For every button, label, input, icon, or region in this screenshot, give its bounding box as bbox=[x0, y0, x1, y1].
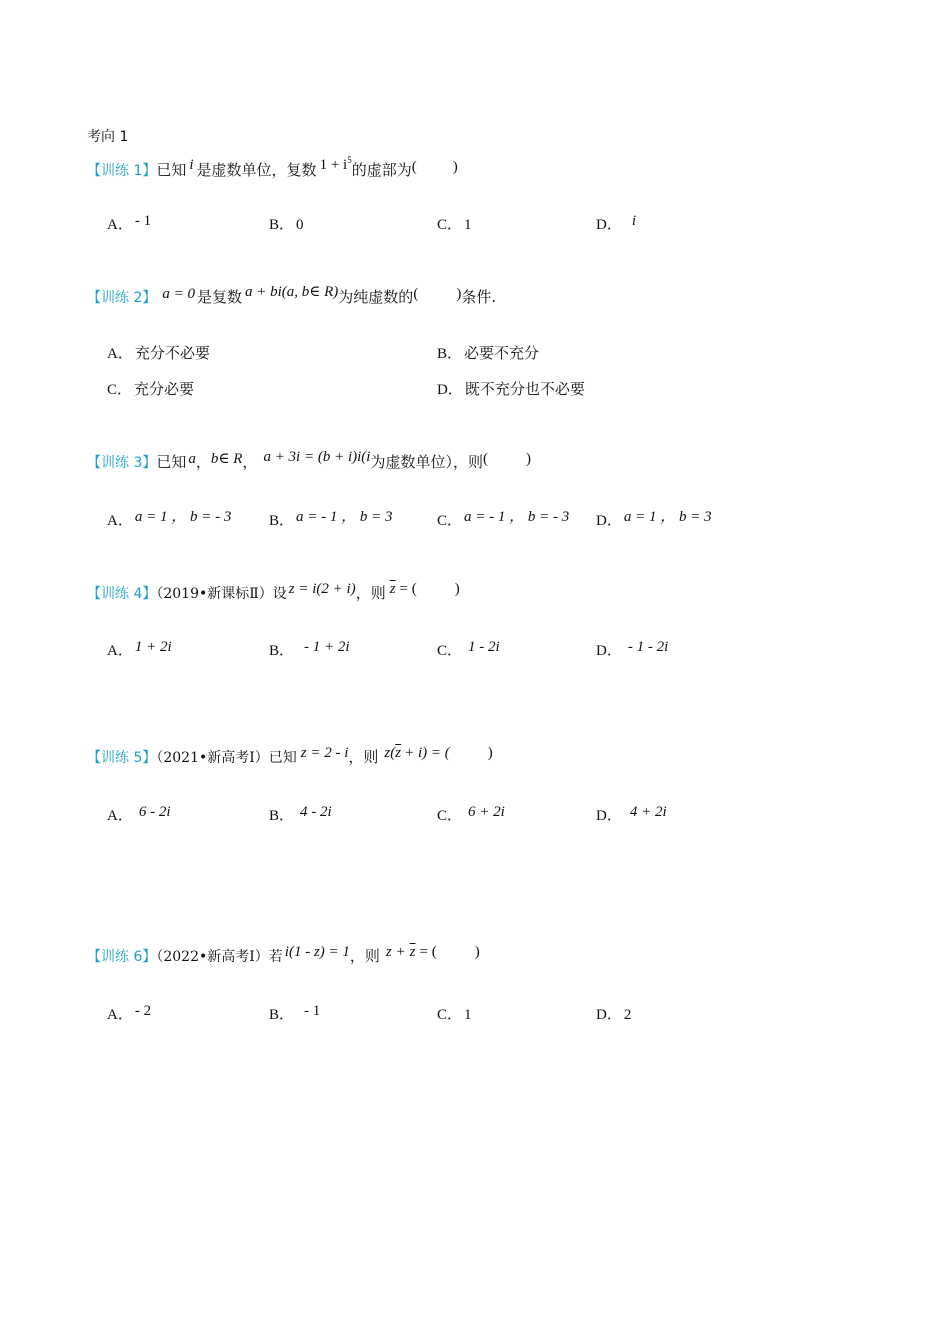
question-tag: 【训练 3】 bbox=[87, 455, 157, 471]
question-tag: 【训练 4】 bbox=[87, 586, 157, 602]
question-6-stem: 【训练 6】（2022•新高考Ⅰ）若 i(1 - z) = 1，则 $z + \overline{z}$ = ( ) bbox=[87, 944, 480, 965]
question-tag: 【训练 6】 bbox=[87, 949, 157, 965]
question-5-stem: 【训练 5】（2021•新高考Ⅰ）已知 z = 2 - i，则 $z(\overline{z} + i)$ = ( ) bbox=[87, 745, 493, 766]
question-tag: 【训练 1】 bbox=[87, 163, 157, 179]
question-3-stem: 【训练 3】已知 a，b∈ R， a + 3i = (b + i)i(i为虚数单位），则( ) bbox=[87, 449, 531, 471]
option-c[interactable]: C． 1 bbox=[437, 217, 472, 233]
option-b[interactable]: B． - 1 bbox=[269, 1003, 321, 1023]
conjugate-z: $\overline{z}$ bbox=[395, 745, 402, 761]
option-c[interactable]: C． a = - 1 ， b = - 3 bbox=[437, 509, 570, 529]
question-tag: 【训练 5】 bbox=[87, 750, 157, 766]
option-c[interactable]: C． 1 bbox=[437, 1007, 472, 1023]
conjugate-z: $\overline{z}$ bbox=[409, 944, 416, 960]
option-c[interactable]: C． 1 - 2i bbox=[437, 639, 500, 659]
option-b[interactable]: B． a = - 1 ， b = 3 bbox=[269, 509, 393, 529]
option-b[interactable]: B． - 1 + 2i bbox=[269, 639, 350, 659]
option-b[interactable]: B． 0 bbox=[269, 217, 304, 233]
option-c[interactable]: C． 充分必要 bbox=[107, 380, 195, 398]
question-1-stem: 【训练 1】已知 i 是虚数单位，复数 $1 + i^5$的虚部为( ) bbox=[87, 155, 458, 179]
question-tag: 【训练 2】 bbox=[87, 290, 157, 306]
option-a[interactable]: A． - 2 bbox=[107, 1003, 152, 1023]
option-d[interactable]: D． a = 1 ， b = 3 bbox=[596, 509, 712, 529]
section-title: 考向 1 bbox=[87, 129, 129, 145]
option-b[interactable]: B． 必要不充分 bbox=[437, 344, 540, 362]
option-c[interactable]: C． 6 + 2i bbox=[437, 804, 505, 824]
math-expr: 1 + i bbox=[319, 157, 348, 173]
option-a[interactable]: A． 6 - 2i bbox=[107, 804, 171, 824]
option-d[interactable]: D． 4 + 2i bbox=[596, 804, 667, 824]
option-d[interactable]: D． i bbox=[596, 213, 637, 233]
option-d[interactable]: D． 2 bbox=[596, 1007, 632, 1023]
question-2-stem: 【训练 2】 a = 0 是复数 a + bi(a, b∈ R)为纯虚数的( )条件. bbox=[87, 284, 497, 306]
option-d[interactable]: D． 既不充分也不必要 bbox=[437, 380, 585, 398]
conjugate-z: $\overline{z}$ bbox=[389, 581, 396, 597]
option-a[interactable]: A． 充分不必要 bbox=[107, 344, 210, 362]
option-a[interactable]: A． 1 + 2i bbox=[107, 639, 172, 659]
option-b[interactable]: B． 4 - 2i bbox=[269, 804, 332, 824]
option-a[interactable]: A． - 1 bbox=[107, 213, 152, 233]
option-d[interactable]: D． - 1 - 2i bbox=[596, 639, 669, 659]
option-a[interactable]: A． a = 1 ， b = - 3 bbox=[107, 509, 232, 529]
question-4-stem: 【训练 4】（2019•新课标Ⅱ）设 z = i(2 + i)，则 $\overline{z}$ = ( ) bbox=[87, 581, 460, 602]
